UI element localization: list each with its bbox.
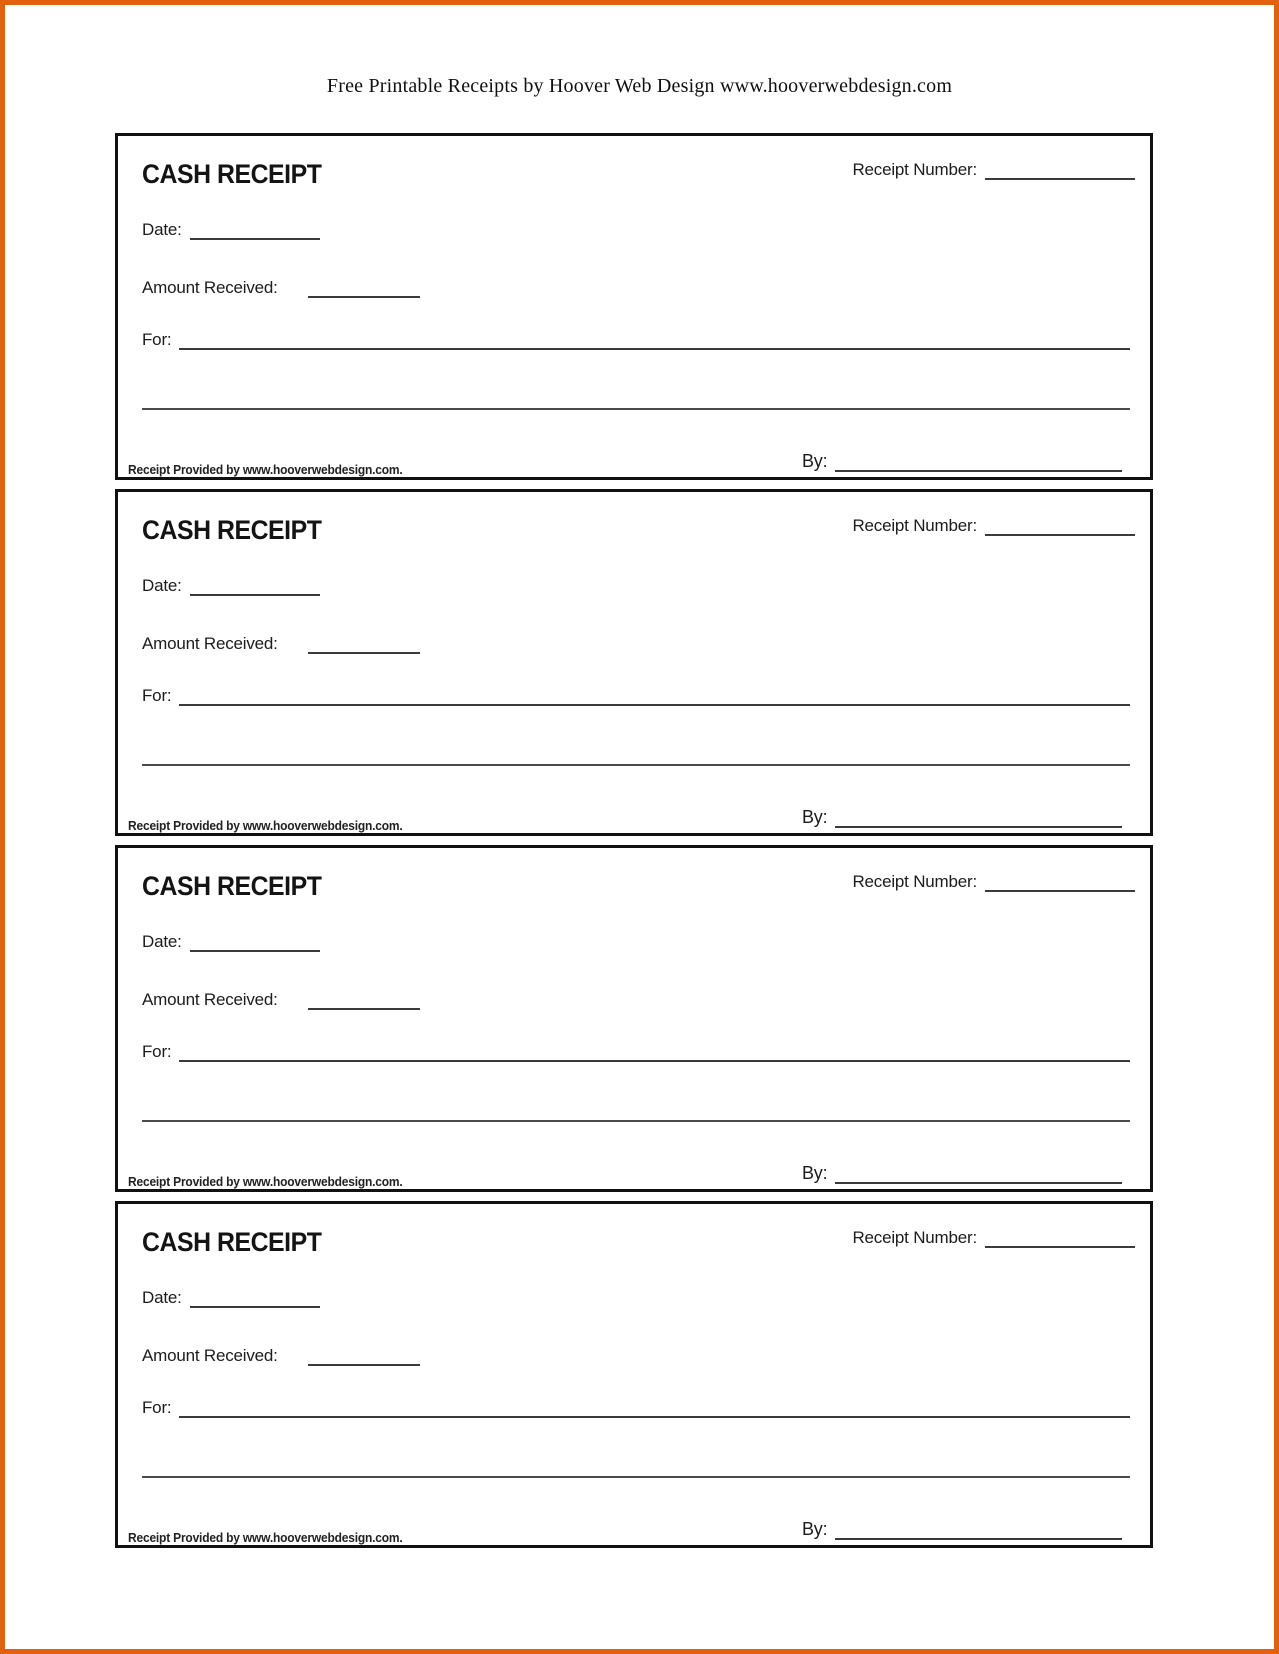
footer-note: Receipt Provided by www.hooverwebdesign.com. [128,819,403,833]
receipts-container [115,133,1153,1548]
second-blank-line [142,408,1130,410]
receipt-number-blank-line [985,160,1135,180]
second-blank-line [142,1476,1130,1478]
by-row [802,1160,1122,1184]
amount-blank-line [308,1346,420,1366]
receipt-number-label: Receipt Number: [852,516,977,535]
amount-received-row [142,278,420,298]
for-row [142,686,1130,706]
receipt-number-label: Receipt Number: [852,160,977,179]
receipt-number-row [852,1228,1135,1248]
by-label: By: [802,1163,828,1183]
receipt-number-row [852,516,1135,536]
by-label: By: [802,807,828,827]
by-blank-line [835,448,1122,472]
amount-received-row [142,990,420,1010]
receipt-title: CASH RECEIPT [142,515,322,545]
page-header-title: Free Printable Receipts by Hoover Web Design www.hooverwebdesign.com [326,75,953,97]
amount-blank-line [308,634,420,654]
for-label: For: [142,686,172,705]
receipt-title: CASH RECEIPT [142,1227,322,1257]
amount-received-label: Amount Received: [142,1346,278,1365]
date-row [142,576,320,596]
amount-received-label: Amount Received: [142,990,278,1009]
amount-received-label: Amount Received: [142,278,278,297]
receipt-number-blank-line [985,872,1135,892]
date-row [142,1288,320,1308]
for-blank-line [179,686,1130,706]
receipt-number-blank-line [985,516,1135,536]
second-blank-line [142,1120,1130,1122]
amount-received-row [142,1346,420,1366]
date-label: Date: [142,220,182,239]
by-blank-line [835,804,1122,828]
by-label: By: [802,451,828,471]
date-label: Date: [142,1288,182,1307]
for-row [142,330,1130,350]
by-blank-line [835,1516,1122,1540]
by-row [802,448,1122,472]
amount-received-label: Amount Received: [142,634,278,653]
receipt-card [115,133,1153,480]
date-blank-line [190,220,320,240]
by-label: By: [802,1519,828,1539]
date-row [142,220,320,240]
amount-received-row [142,634,420,654]
for-blank-line [179,1042,1130,1062]
receipt-card [115,1201,1153,1548]
receipt-number-blank-line [985,1228,1135,1248]
receipt-number-label: Receipt Number: [852,1228,977,1247]
for-row [142,1398,1130,1418]
by-blank-line [835,1160,1122,1184]
receipt-card [115,489,1153,836]
date-blank-line [190,1288,320,1308]
for-blank-line [179,1398,1130,1418]
by-row [802,1516,1122,1540]
for-label: For: [142,1042,172,1061]
receipt-number-row [852,160,1135,180]
receipt-card [115,845,1153,1192]
amount-blank-line [308,278,420,298]
receipt-title: CASH RECEIPT [142,159,322,189]
receipt-number-row [852,872,1135,892]
for-label: For: [142,330,172,349]
for-blank-line [179,330,1130,350]
date-label: Date: [142,576,182,595]
receipt-title: CASH RECEIPT [142,871,322,901]
second-blank-line [142,764,1130,766]
for-label: For: [142,1398,172,1417]
date-blank-line [190,576,320,596]
receipt-number-label: Receipt Number: [852,872,977,891]
date-blank-line [190,932,320,952]
amount-blank-line [308,990,420,1010]
footer-note: Receipt Provided by www.hooverwebdesign.com. [128,1531,403,1545]
footer-note: Receipt Provided by www.hooverwebdesign.com. [128,463,403,477]
date-label: Date: [142,932,182,951]
footer-note: Receipt Provided by www.hooverwebdesign.com. [128,1175,403,1189]
by-row [802,804,1122,828]
for-row [142,1042,1130,1062]
date-row [142,932,320,952]
